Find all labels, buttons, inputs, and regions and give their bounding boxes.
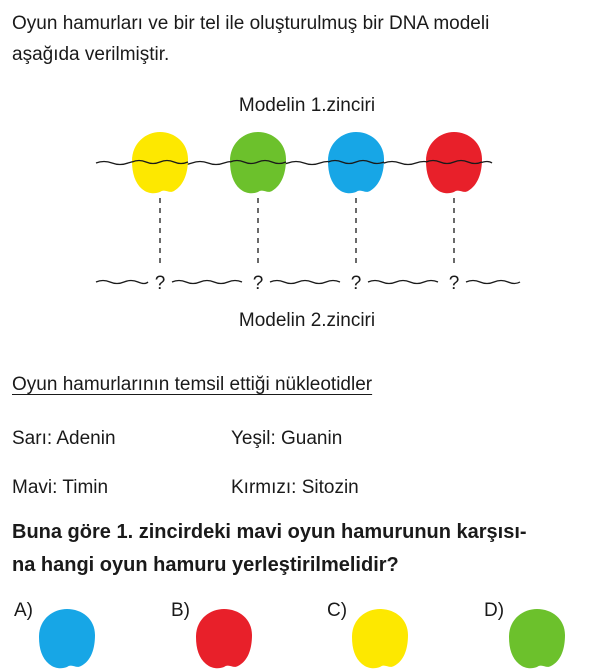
option-a-dough-blob xyxy=(36,608,98,670)
strand-2-label: Modelin 2.zinciri xyxy=(238,310,376,331)
legend-title: Oyun hamurlarının temsil ettiği nükleotidler xyxy=(12,374,373,395)
legend-item-red: Kırmızı: Sitozin xyxy=(231,477,359,498)
option-c-letter: C) xyxy=(327,600,348,621)
option-d-letter: D) xyxy=(484,600,505,621)
strand-1-label: Modelin 1.zinciri xyxy=(238,95,376,116)
option-d-dough-blob xyxy=(506,608,568,670)
intro-line-1: Oyun hamurları ve bir tel ile oluşturulmuş bir DNA modeli xyxy=(12,13,490,34)
legend-item-green: Yeşil: Guanin xyxy=(231,428,343,449)
unknown-mark-2: ? xyxy=(252,273,264,294)
option-b[interactable] xyxy=(171,600,301,670)
intro-line-2: aşağıda verilmiştir. xyxy=(12,44,170,65)
question-line-1: Buna göre 1. zincirdeki mavi oyun hamurunun karşısı- xyxy=(12,521,527,543)
option-a-letter: A) xyxy=(14,600,33,621)
option-b-letter: B) xyxy=(171,600,190,621)
question-text xyxy=(12,516,612,582)
unknown-mark-4: ? xyxy=(448,273,460,294)
unknown-mark-1: ? xyxy=(154,273,166,294)
legend-item-yellow: Sarı: Adenin xyxy=(12,428,116,449)
option-b-dough-blob xyxy=(193,608,255,670)
option-c[interactable] xyxy=(327,600,457,670)
option-d[interactable] xyxy=(484,600,614,670)
question-line-2: na hangi oyun hamuru yerleştirilmelidir? xyxy=(12,554,399,576)
option-c-dough-blob xyxy=(349,608,411,670)
unknown-mark-3: ? xyxy=(350,273,362,294)
option-a[interactable] xyxy=(14,600,144,670)
legend-item-blue: Mavi: Timin xyxy=(12,477,109,498)
